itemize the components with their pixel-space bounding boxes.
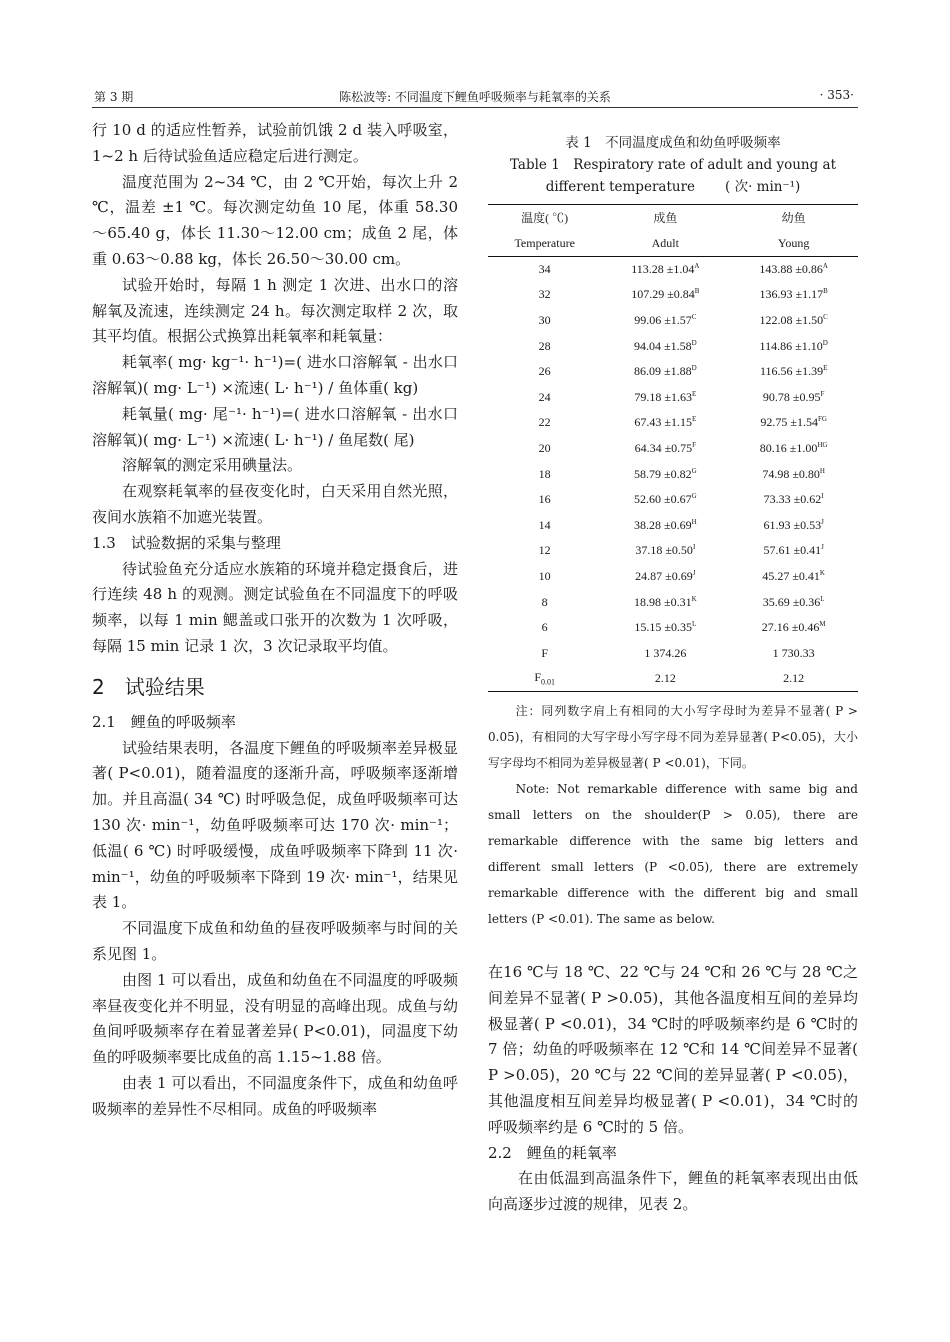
significance-letter: H: [819, 466, 825, 475]
cell-temperature: [488, 640, 601, 666]
significance-letter: K: [819, 568, 825, 577]
significance-letter: C: [823, 312, 828, 321]
cell-young-value: 122.08 ±1.50: [759, 312, 824, 327]
cell-temperature-value: 32: [538, 287, 551, 302]
cell-young-value: 116.56 ±1.39: [759, 364, 824, 379]
cell-adult: [601, 487, 729, 513]
cell-temperature: [488, 461, 601, 487]
cell-adult-value: 67.43 ±1.15: [634, 415, 692, 430]
cell-temperature: [488, 410, 601, 436]
table-row: [488, 461, 858, 487]
formula-oxygen-consumption: 耗氧量( mg· 尾⁻¹· h⁻¹)=( 进水口溶解氧 - 出水口溶解氧)( mg· L⁻¹) ×流速( L· h⁻¹) / 鱼尾数( 尾): [92, 404, 458, 449]
cell-temperature-value: 16: [538, 492, 551, 507]
cell-adult-value: 24.87 ±0.69: [635, 568, 693, 583]
table-row: [488, 615, 858, 641]
cell-young-value: 92.75 ±1.54: [760, 415, 818, 430]
significance-letter: F: [820, 389, 825, 398]
cell-temperature-value: 28: [538, 338, 551, 353]
formula-oxygen-consumption-rate: 耗氧率( mg· kg⁻¹· h⁻¹)=( 进水口溶解氧 - 出水口溶解氧)( mg· L⁻¹) ×流速( L· h⁻¹) / 鱼体重( kg): [92, 353, 458, 397]
running-header: [92, 86, 858, 108]
table-row: [488, 384, 858, 410]
table-caption-en: Table 1 Respiratory rate of adult and young at: [509, 157, 837, 173]
table-row: [488, 640, 858, 666]
left-column: [92, 118, 458, 1122]
cell-young: [729, 308, 858, 334]
table-row: [488, 436, 858, 462]
cell-young-value: 90.78 ±0.95: [762, 389, 821, 404]
cell-adult: [601, 461, 729, 487]
cell-young-value: 114.86 ±1.10: [759, 338, 823, 353]
cell-temperature-value: 18: [538, 466, 551, 481]
table-cell-f001-adult: 2.12: [601, 666, 729, 692]
cell-young-value: 61.93 ±0.53: [763, 517, 822, 532]
right-body-text: [488, 960, 858, 1218]
cell-young-value: 136.93 ±1.17: [759, 287, 824, 302]
table-row: [488, 589, 858, 615]
significance-letter: A: [822, 262, 828, 271]
paragraph: 待试验鱼充分适应水族箱的环境并稳定摄食后，进行连续 48 h 的观测。测定试验鱼在不同温度下的呼吸频率，以每 1 min 鳃盖或口张开的次数为 1 次呼吸，每隔 15 min 记录 1 次，3 次记录取平均值。: [92, 559, 458, 655]
table-row: [488, 564, 858, 590]
table-note-cn: 注：同列数字肩上有相同的大小写字母时为差异不显著( P > 0.05)，有相同的大写字母小写字母不同为差异显著( P<0.05)，大小写字母均不相同为差异极显著( P <0.01)，下同。: [488, 704, 858, 771]
cell-young-value: 143.88 ±0.86: [759, 262, 823, 277]
significance-letter: D: [822, 338, 828, 347]
cell-temperature-value: 34: [538, 262, 551, 277]
table-header-row-cn: [488, 205, 858, 231]
paragraph: 温度范围为 2~34 ℃，由 2 ℃开始，每次上升 2 ℃，温差 ±1 ℃。每次测定幼鱼 10 尾，体重 58.30～65.40 g，体长 11.30～12.00 cm；成鱼 2 尾，体重 0.63～0.88 kg，体长 26.50～30.00 cm。: [92, 172, 458, 268]
cell-adult-value: 113.28 ±1.04: [631, 262, 695, 277]
cell-adult: [601, 282, 729, 308]
cell-young: [729, 282, 858, 308]
section-heading-2: 2 试验结果: [92, 674, 205, 699]
cell-adult: [601, 410, 729, 436]
cell-adult: [601, 615, 729, 641]
cell-adult: [601, 333, 729, 359]
cell-adult: [601, 589, 729, 615]
paragraph: 行 10 d 的适应性暂养，试验前饥饿 2 d 装入呼吸室，1~2 h 后待试验鱼适应稳定后进行测定。: [92, 121, 458, 165]
significance-letter: L: [820, 594, 825, 603]
cell-young: [729, 640, 858, 666]
significance-letter: H: [691, 517, 697, 526]
significance-letter: D: [691, 338, 697, 347]
cell-young: [729, 384, 858, 410]
cell-temperature: [488, 589, 601, 615]
cell-adult-value: 99.06 ±1.57: [634, 312, 692, 327]
significance-letter: B: [823, 287, 828, 296]
cell-temperature: [488, 564, 601, 590]
cell-young-value: 57.61 ±0.41: [763, 543, 822, 558]
paragraph: 试验结果表明，各温度下鲤鱼的呼吸频率差异极显著( P<0.01)，随着温度的逐渐升高，呼吸频率逐渐增加。并且高温( 34 ℃) 时呼吸急促，成鱼呼吸频率可达 130 次· min⁻¹，幼鱼呼吸频率可达 170 次· min⁻¹；低温( 6 ℃) 时呼吸缓慢，成鱼呼吸频率下降到 11 次· min⁻¹，幼鱼的呼吸频率下降到 19 次· min⁻¹，结果见表 1。: [92, 738, 458, 912]
cell-adult: [601, 512, 729, 538]
cell-adult-value: 52.60 ±0.67: [633, 492, 692, 507]
cell-temperature-value: 24: [538, 389, 551, 404]
table-caption-en-line2: [488, 176, 858, 198]
cell-adult: [601, 359, 729, 385]
table-caption-en-cont: different temperature: [545, 179, 696, 195]
cell-adult: [601, 384, 729, 410]
cell-temperature: [488, 333, 601, 359]
cell-temperature: [488, 615, 601, 641]
cell-temperature: [488, 538, 601, 564]
cell-young: [729, 410, 858, 436]
cell-adult: [601, 436, 729, 462]
cell-temperature-value: 14: [538, 517, 551, 532]
cell-adult-value: 86.09 ±1.88: [633, 364, 692, 379]
header-adult-cn: 成鱼: [601, 205, 729, 231]
cell-young: [729, 512, 858, 538]
paragraph: 由表 1 可以看出，不同温度条件下，成鱼和幼鱼呼吸频率的差异性不尽相同。成鱼的呼吸频率: [92, 1073, 458, 1118]
cell-adult: [601, 257, 729, 283]
paragraph: 在由低温到高温条件下，鲤鱼的耗氧率表现出由低向高逐步过渡的规律，见表 2。: [488, 1169, 858, 1214]
header-young-en: Young: [729, 231, 858, 257]
table-row: [488, 410, 858, 436]
table-row: [488, 538, 858, 564]
section-heading-1-3: 1.3 试验数据的采集与整理: [92, 533, 281, 552]
table-row: [488, 257, 858, 283]
table-row: [488, 512, 858, 538]
significance-letter: M: [819, 620, 826, 629]
paragraph: 在观察耗氧率的昼夜变化时，白天采用自然光照，夜间水族箱不加遮光装置。: [92, 482, 458, 526]
cell-temperature: [488, 512, 601, 538]
f-subscript: 0.01: [541, 677, 556, 687]
table-row: [488, 487, 858, 513]
cell-temperature-value: 12: [538, 543, 551, 558]
cell-temperature-value: F: [541, 645, 549, 660]
significance-letter: FG: [817, 415, 827, 424]
paragraph: 在16 ℃与 18 ℃、22 ℃与 24 ℃和 26 ℃与 28 ℃之间差异不显著( P >0.05)，其他各温度相互间的差异均极显著( P <0.01)，34 ℃时的呼吸频率约是 6 ℃时的 7 倍；幼鱼的呼吸频率在 12 ℃和 14 ℃间差异不显著( P >0.05)，20 ℃与 22 ℃间的差异显著( P <0.05)，其他温度相互间差异均极显著( P <0.01)，34 ℃时的呼吸频率约是 6 ℃时的 5 倍。: [488, 963, 858, 1136]
cell-temperature-value: 26: [538, 364, 551, 379]
cell-young: [729, 436, 858, 462]
significance-letter: L: [691, 620, 697, 629]
cell-adult-value: 79.18 ±1.63: [634, 389, 692, 404]
table-header-row-en: [488, 231, 858, 257]
cell-young: [729, 257, 858, 283]
cell-young: [729, 615, 858, 641]
cell-temperature-value: 6: [541, 620, 548, 635]
cell-young-value: 1 730.33: [772, 645, 815, 660]
cell-temperature-value: 8: [541, 594, 548, 609]
running-title: 陈松波等: 不同温度下鲤鱼呼吸频率与耗氧率的关系: [339, 90, 611, 104]
cell-adult-value: 58.79 ±0.82: [633, 466, 692, 481]
significance-letter: C: [691, 312, 697, 321]
cell-young-value: 74.98 ±0.80: [762, 466, 820, 481]
cell-temperature-value: 20: [538, 440, 551, 455]
cell-young: [729, 564, 858, 590]
table-row: [488, 333, 858, 359]
significance-letter: G: [691, 466, 697, 475]
table-body: [488, 257, 858, 692]
paragraph: 不同温度下成鱼和幼鱼的昼夜呼吸频率与时间的关系见图 1。: [92, 919, 458, 963]
cell-adult-value: 38.28 ±0.69: [633, 517, 692, 532]
cell-young: [729, 333, 858, 359]
cell-young: [729, 487, 858, 513]
paragraph: 溶解氧的测定采用碘量法。: [122, 456, 303, 475]
cell-young-value: 80.16 ±1.00: [759, 440, 818, 455]
significance-letter: J: [821, 517, 824, 526]
cell-adult-value: 18.98 ±0.31: [633, 594, 692, 609]
cell-adult-value: 37.18 ±0.50: [635, 543, 693, 558]
cell-young-value: 45.27 ±0.41: [762, 568, 820, 583]
significance-letter: HG: [817, 440, 828, 449]
significance-letter: A: [694, 262, 700, 271]
f-label: F: [534, 670, 542, 685]
significance-letter: K: [691, 594, 697, 603]
cell-young-value: 73.33 ±0.62: [763, 492, 822, 507]
header-young-cn: 幼鱼: [729, 205, 858, 231]
table-row: [488, 359, 858, 385]
cell-temperature: [488, 282, 601, 308]
cell-temperature: [488, 257, 601, 283]
header-adult-en: Adult: [601, 231, 729, 257]
cell-adult-value: 94.04 ±1.58: [633, 338, 692, 353]
section-heading-2-1: 2.1 鲤鱼的呼吸频率: [92, 712, 236, 731]
cell-adult: [601, 640, 729, 666]
cell-adult: [601, 308, 729, 334]
cell-temperature-value: 10: [538, 568, 551, 583]
cell-temperature: [488, 359, 601, 385]
right-column: [488, 118, 858, 1218]
cell-adult-value: 107.29 ±0.84: [631, 287, 695, 302]
significance-letter: I: [692, 543, 696, 552]
table-caption-cn: 表 1 不同温度成鱼和幼鱼呼吸频率: [565, 135, 781, 151]
paragraph: 试验开始时，每隔 1 h 测定 1 次进、出水口的溶解氧及流速，连续测定 24 h。每次测定取样 2 次，取其平均值。根据公式换算出耗氧率和耗氧量：: [92, 275, 458, 346]
table-cell-f001-label: [488, 666, 601, 692]
cell-temperature: [488, 436, 601, 462]
significance-letter: E: [691, 389, 697, 398]
significance-letter: J: [821, 543, 824, 552]
significance-letter: I: [821, 492, 824, 501]
respiratory-rate-table: [488, 204, 858, 692]
cell-young-value: 27.16 ±0.46: [761, 620, 820, 635]
significance-letter: E: [691, 415, 697, 424]
significance-letter: J: [692, 568, 696, 577]
paragraph: 由图 1 可以看出，成鱼和幼鱼在不同温度的呼吸频率昼夜变化并不明显，没有明显的高峰出现。成鱼与幼鱼间呼吸频率存在着显著差异( P<0.01)，同温度下幼鱼的呼吸频率要比成鱼的高 1.15~1.88 倍。: [92, 970, 458, 1067]
table-unit: ( 次· min⁻¹): [725, 179, 801, 195]
cell-temperature: [488, 384, 601, 410]
significance-letter: G: [691, 492, 697, 501]
cell-young: [729, 461, 858, 487]
significance-letter: D: [691, 364, 697, 373]
cell-temperature-value: 30: [538, 312, 551, 327]
cell-young: [729, 538, 858, 564]
cell-young-value: 35.69 ±0.36: [762, 594, 821, 609]
table-cell-f001-young: 2.12: [729, 666, 858, 692]
cell-young: [729, 589, 858, 615]
table-note-en: Note: Not remarkable difference with same big and small letters on the shoulder(P > 0.05), there are remarkable difference with the same big letters and different small letters (P <0.05), there are extremely remarkable difference with the different big and small letters (P <0.01). The same as below.: [488, 782, 858, 927]
cell-adult: [601, 564, 729, 590]
cell-adult-value: 64.34 ±0.75: [634, 440, 693, 455]
cell-temperature: [488, 308, 601, 334]
cell-adult-value: 15.15 ±0.35: [634, 620, 692, 635]
cell-adult: [601, 538, 729, 564]
header-temperature-cn: 温度( ℃): [488, 205, 601, 231]
table-row-f001: [488, 666, 858, 692]
significance-letter: E: [823, 364, 828, 373]
section-heading-2-2: 2.2 鲤鱼的耗氧率: [488, 1143, 617, 1162]
table-row: [488, 308, 858, 334]
cell-young: [729, 359, 858, 385]
issue-number: 第 3 期: [94, 90, 134, 104]
header-temperature-en: Temperature: [488, 231, 601, 257]
significance-letter: B: [694, 287, 700, 296]
cell-temperature: [488, 487, 601, 513]
table-row: [488, 282, 858, 308]
cell-adult-value: 1 374.26: [644, 645, 687, 660]
significance-letter: F: [692, 440, 697, 449]
cell-temperature-value: 22: [538, 415, 551, 430]
page-number: · 353·: [819, 88, 854, 102]
